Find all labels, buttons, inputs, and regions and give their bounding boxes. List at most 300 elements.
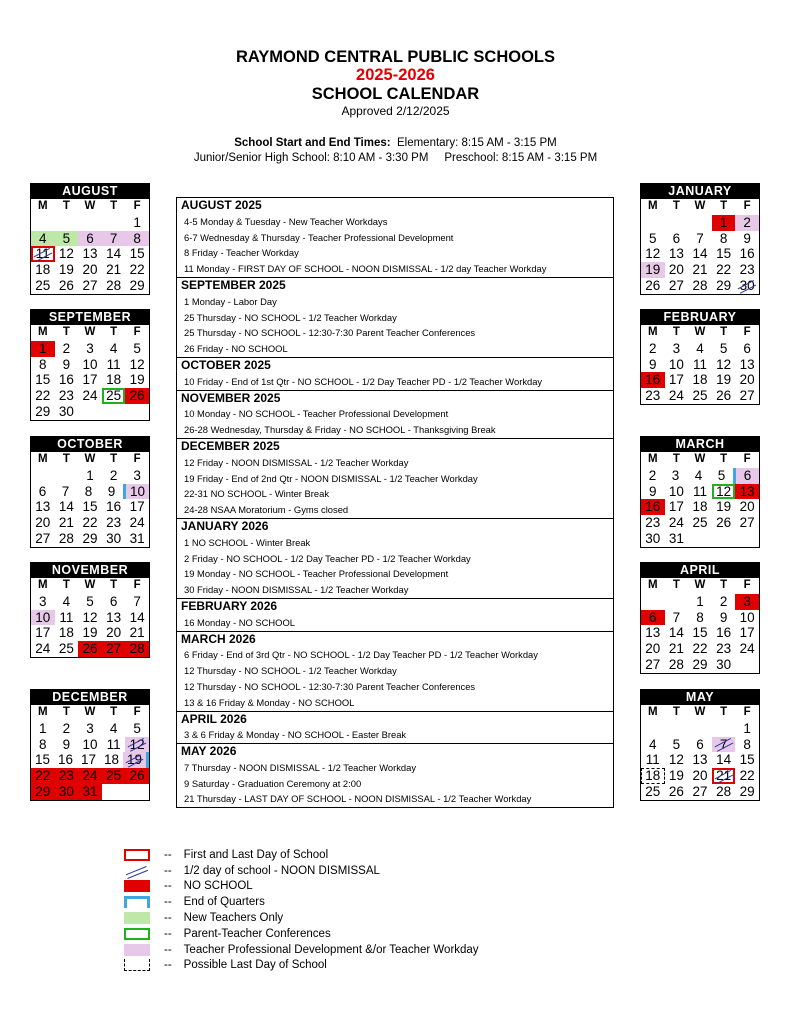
day-cell: 26 <box>125 388 149 404</box>
day-cell: 15 <box>34 752 51 768</box>
day-cell: 29 <box>716 277 732 293</box>
day-cell: 5 <box>649 230 657 246</box>
day-cell: 7 <box>672 609 681 625</box>
day-cell: 13 <box>668 246 684 262</box>
weekday-header <box>641 452 759 468</box>
week-row <box>31 278 149 294</box>
day-cell: 31 <box>78 784 102 800</box>
event-item: 6 Friday - End of 3rd Qtr - NO SCHOOL - 1/2 Day Teacher PD - 1/2 Teacher Workday <box>184 649 538 661</box>
weekday-label: T <box>110 453 118 465</box>
weekday-label: F <box>743 326 751 338</box>
weekday-header <box>641 199 759 215</box>
week-row <box>31 594 149 610</box>
month-grid <box>30 705 150 801</box>
week-row <box>641 262 759 278</box>
day-cell: 9 <box>719 609 728 625</box>
day-cell: 13 <box>35 499 51 515</box>
week-row <box>31 484 149 500</box>
event-item: 2 Friday - NO SCHOOL - 1/2 Day Teacher PD - 1/2 Teacher Workday <box>184 552 471 564</box>
day-cell: 6 <box>696 736 704 752</box>
month-title: MAY <box>640 689 760 705</box>
week-row <box>31 784 149 800</box>
week-row <box>31 246 149 262</box>
weekday-label: T <box>110 326 118 338</box>
legend-dash: -- <box>164 864 172 877</box>
week-row <box>641 515 759 531</box>
weekday-label: T <box>62 326 70 338</box>
month-october <box>30 436 150 548</box>
day-cell <box>125 404 149 420</box>
day-cell: 5 <box>672 736 681 752</box>
day-cell: 10 <box>739 609 755 625</box>
week-row <box>641 721 759 737</box>
district-name: RAYMOND CENTRAL PUBLIC SCHOOLS <box>235 48 556 66</box>
times-line-2 <box>0 152 791 164</box>
day-cell: 18 <box>58 625 74 641</box>
day-cell: 12 <box>645 246 661 262</box>
day-cell: 23 <box>645 388 661 404</box>
day-cell: 30 <box>645 530 661 546</box>
event-item: 22-31 NO SCHOOL - Winter Break <box>184 488 330 500</box>
event-month-heading: JANUARY 2026 <box>177 518 613 535</box>
legend-dash: -- <box>164 848 172 861</box>
day-cell: 5 <box>710 468 736 484</box>
day-cell: 7 <box>712 737 736 753</box>
day-cell: 26 <box>58 277 74 293</box>
day-cell <box>665 721 689 737</box>
weekday-label: F <box>743 706 751 718</box>
day-cell: 9 <box>62 736 71 752</box>
legend-label: Parent-Teacher Conferences <box>183 927 331 940</box>
day-cell: 10 <box>668 483 684 499</box>
day-cell: 13 <box>735 484 759 500</box>
weekday-label: T <box>720 706 728 718</box>
weekday-label: W <box>84 579 96 591</box>
day-cell: 18 <box>641 768 665 784</box>
day-cell: 24 <box>668 515 684 531</box>
day-cell: 14 <box>668 625 684 641</box>
day-cell: 1 <box>133 214 141 230</box>
month-april <box>640 562 760 674</box>
day-cell: 4 <box>696 340 704 356</box>
day-cell: 22 <box>692 641 708 657</box>
day-cell <box>31 215 55 231</box>
week-row <box>641 341 759 357</box>
day-cell <box>78 215 102 231</box>
day-cell: 28 <box>692 277 708 293</box>
month-grid <box>640 452 760 548</box>
day-cell: 23 <box>739 262 755 278</box>
event-item: 3 & 6 Friday & Monday - NO SCHOOL - Easter Break <box>184 729 407 741</box>
day-cell <box>31 468 55 484</box>
times-preschool: Preschool: 8:15 AM - 3:15 PM <box>444 152 598 164</box>
weekday-label: W <box>694 326 706 338</box>
day-cell: 21 <box>106 262 122 278</box>
day-cell: 23 <box>645 515 661 531</box>
weekday-label: T <box>720 326 728 338</box>
week-row <box>641 215 759 231</box>
day-cell: 7 <box>61 483 70 499</box>
day-cell <box>712 721 736 737</box>
weekday-label: T <box>62 453 70 465</box>
event-month-heading: NOVEMBER 2025 <box>177 390 613 407</box>
day-cell: 6 <box>641 610 665 626</box>
weekday-label: T <box>62 579 70 591</box>
day-cell: 24 <box>739 641 755 657</box>
day-cell: 15 <box>716 246 732 262</box>
day-cell: 21 <box>58 515 74 531</box>
day-cell: 29 <box>739 783 755 799</box>
day-cell <box>55 468 79 484</box>
day-cell: 20 <box>739 372 755 388</box>
legend-dash: -- <box>164 943 172 956</box>
day-cell: 15 <box>739 752 755 768</box>
event-item: 1 NO SCHOOL - Winter Break <box>184 536 311 548</box>
event-item: 12 Thursday - NO SCHOOL - 1/2 Teacher Workday <box>184 665 397 677</box>
day-cell: 8 <box>719 230 728 246</box>
month-grid <box>640 705 760 801</box>
event-month-heading: SEPTEMBER 2025 <box>177 277 613 294</box>
day-cell: 30 <box>735 278 759 294</box>
event-month-heading: AUGUST 2025 <box>181 198 262 212</box>
day-cell: 25 <box>102 768 126 784</box>
legend-label: 1/2 day of school - NOON DISMISSAL <box>183 864 380 877</box>
weekday-label: T <box>720 200 728 212</box>
weekday-label: M <box>38 200 48 212</box>
day-cell <box>688 531 712 547</box>
weekday-label: W <box>84 200 96 212</box>
day-cell: 29 <box>129 277 145 293</box>
day-cell: 26 <box>125 768 149 784</box>
day-cell: 17 <box>129 499 145 515</box>
day-cell: 18 <box>106 372 122 388</box>
week-row <box>641 625 759 641</box>
day-cell: 16 <box>57 752 74 768</box>
day-cell: 14 <box>129 609 145 625</box>
month-january <box>640 183 760 295</box>
weekday-label: T <box>110 579 118 591</box>
day-cell: 21 <box>668 641 684 657</box>
day-cell: 3 <box>735 594 759 610</box>
legend-label: Possible Last Day of School <box>183 959 327 972</box>
day-cell <box>665 215 689 231</box>
day-cell: 26 <box>668 783 684 799</box>
legend-swatch <box>124 928 150 940</box>
events-list <box>176 197 614 808</box>
times-jrsr: Junior/Senior High School: 8:10 AM - 3:30 PM <box>193 152 429 164</box>
weekday-label: F <box>133 326 141 338</box>
day-cell: 4 <box>649 736 657 752</box>
weekday-label: T <box>672 706 680 718</box>
day-cell: 11 <box>31 246 55 262</box>
day-cell: 4 <box>31 231 55 247</box>
event-item: 4-5 Monday & Tuesday - New Teacher Workdays <box>184 215 388 227</box>
day-cell: 23 <box>58 388 74 404</box>
day-cell: 30 <box>106 530 122 546</box>
week-row <box>641 768 759 784</box>
day-cell <box>688 215 712 231</box>
week-row <box>31 357 149 373</box>
day-cell: 17 <box>739 625 755 641</box>
event-item: 21 Thursday - LAST DAY OF SCHOOL - NOON DISMISSAL - 1/2 Teacher Workday <box>184 793 532 805</box>
day-cell <box>735 531 759 547</box>
weekday-header <box>641 325 759 341</box>
day-cell: 12 <box>82 609 98 625</box>
day-cell: 1 <box>86 467 94 483</box>
day-cell: 13 <box>106 609 122 625</box>
day-cell: 22 <box>129 262 145 278</box>
week-row <box>31 641 149 657</box>
month-title: NOVEMBER <box>30 562 150 578</box>
month-title: SEPTEMBER <box>30 309 150 325</box>
day-cell: 9 <box>100 484 126 500</box>
day-cell: 4 <box>694 467 703 483</box>
weekday-header <box>641 578 759 594</box>
day-cell: 15 <box>82 499 98 515</box>
day-cell: 16 <box>58 372 74 388</box>
day-cell: 2 <box>735 215 759 231</box>
weekday-label: M <box>38 706 48 718</box>
day-cell: 24 <box>35 641 51 657</box>
month-title: FEBRUARY <box>640 309 760 325</box>
day-cell: 22 <box>716 262 732 278</box>
day-cell: 11 <box>59 609 74 625</box>
day-cell: 6 <box>672 230 681 246</box>
day-cell: 10 <box>126 484 149 500</box>
day-cell: 16 <box>739 246 755 262</box>
event-item: 7 Thursday - NOON DISMISSAL - 1/2 Teacher Workday <box>184 761 417 773</box>
day-cell: 8 <box>39 736 47 752</box>
week-row <box>31 610 149 626</box>
day-cell: 19 <box>129 372 145 388</box>
month-title: JANUARY <box>640 183 760 199</box>
legend-label: First and Last Day of School <box>183 848 329 861</box>
day-cell <box>665 594 689 610</box>
week-row <box>31 752 149 768</box>
month-grid <box>30 199 150 295</box>
weekday-label: F <box>133 453 141 465</box>
day-cell: 10 <box>31 610 55 626</box>
day-cell: 2 <box>62 340 71 356</box>
day-cell: 28 <box>716 783 732 799</box>
weekday-header <box>31 199 149 215</box>
day-cell: 9 <box>649 483 657 499</box>
legend-label: End of Quarters <box>183 896 265 909</box>
legend-item <box>124 863 479 879</box>
weekday-label: W <box>84 326 96 338</box>
day-cell: 2 <box>648 467 657 483</box>
day-cell: 23 <box>106 515 122 531</box>
week-row <box>31 768 149 784</box>
day-cell: 20 <box>645 641 661 657</box>
day-cell: 5 <box>133 720 141 736</box>
legend-label: New Teachers Only <box>183 912 284 925</box>
weekday-header <box>31 452 149 468</box>
legend-swatch <box>124 944 150 956</box>
day-cell: 7 <box>133 593 141 609</box>
weekday-label: F <box>743 453 751 465</box>
day-cell: 20 <box>668 262 684 278</box>
day-cell: 22 <box>739 768 755 784</box>
school-year: 2025-2026 <box>356 66 435 84</box>
day-cell <box>55 215 79 231</box>
day-cell: 11 <box>692 356 707 372</box>
day-cell: 15 <box>129 246 145 262</box>
weekday-label: M <box>648 579 658 591</box>
week-row <box>641 388 759 404</box>
day-cell: 27 <box>739 515 755 531</box>
day-cell: 12 <box>129 356 145 372</box>
week-row <box>641 657 759 673</box>
day-cell: 25 <box>102 388 126 404</box>
day-cell: 9 <box>62 356 71 372</box>
week-row <box>31 388 149 404</box>
month-august <box>30 183 150 295</box>
day-cell: 10 <box>82 356 98 372</box>
day-cell <box>125 784 149 800</box>
day-cell: 2 <box>109 467 118 483</box>
day-cell: 14 <box>692 246 708 262</box>
weekday-header <box>31 705 149 721</box>
day-cell: 5 <box>55 231 79 247</box>
day-cell: 26 <box>645 277 661 293</box>
day-cell <box>102 404 126 420</box>
day-cell: 20 <box>35 515 51 531</box>
legend-item <box>124 847 479 863</box>
week-row <box>641 641 759 657</box>
day-cell: 27 <box>692 783 708 799</box>
week-row <box>31 737 149 753</box>
day-cell: 22 <box>35 388 51 404</box>
weekday-label: M <box>648 326 658 338</box>
day-cell <box>102 215 126 231</box>
day-cell: 19 <box>82 625 98 641</box>
week-row <box>31 515 149 531</box>
week-row <box>641 784 759 800</box>
day-cell: 3 <box>133 467 141 483</box>
day-cell: 9 <box>649 356 657 372</box>
event-item: 11 Monday - FIRST DAY OF SCHOOL - NOON DISMISSAL - 1/2 day Teacher Workday <box>184 263 547 275</box>
event-month-heading: MAY 2026 <box>177 743 613 760</box>
day-cell: 20 <box>82 262 98 278</box>
day-cell: 29 <box>82 530 98 546</box>
month-title: OCTOBER <box>30 436 150 452</box>
day-cell: 27 <box>82 277 98 293</box>
day-cell: 7 <box>102 231 126 247</box>
legend-dash: -- <box>164 927 172 940</box>
day-cell: 12 <box>712 484 736 500</box>
weekday-label: M <box>38 579 48 591</box>
day-cell: 10 <box>82 736 98 752</box>
month-may <box>640 689 760 801</box>
day-cell: 28 <box>58 530 74 546</box>
legend-swatch <box>124 865 150 877</box>
day-cell: 8 <box>125 231 149 247</box>
day-cell: 25 <box>692 515 708 531</box>
day-cell: 20 <box>106 625 122 641</box>
month-title: APRIL <box>640 562 760 578</box>
event-month-heading: OCTOBER 2025 <box>177 357 613 374</box>
event-item: 6-7 Wednesday & Thursday - Teacher Professional Development <box>184 231 454 243</box>
month-february <box>640 309 760 405</box>
day-cell: 19 <box>123 752 149 768</box>
day-cell: 15 <box>35 372 51 388</box>
day-cell: 11 <box>106 356 121 372</box>
weekday-label: M <box>38 326 48 338</box>
day-cell: 6 <box>38 483 47 499</box>
week-row <box>641 610 759 626</box>
day-cell: 12 <box>716 356 732 372</box>
event-item: 25 Thursday - NO SCHOOL - 12:30-7:30 Parent Teacher Conferences <box>184 327 476 339</box>
legend-swatch <box>124 912 150 924</box>
day-cell: 18 <box>35 262 51 278</box>
week-row <box>31 468 149 484</box>
day-cell: 5 <box>133 340 141 356</box>
day-cell: 8 <box>696 609 704 625</box>
week-row <box>31 721 149 737</box>
month-title: AUGUST <box>30 183 150 199</box>
day-cell: 4 <box>109 720 118 736</box>
day-cell: 28 <box>668 656 684 672</box>
day-cell: 30 <box>55 784 79 800</box>
day-cell: 30 <box>58 403 74 419</box>
day-cell: 11 <box>645 752 660 768</box>
day-cell: 9 <box>743 230 751 246</box>
day-cell: 22 <box>82 515 98 531</box>
weekday-label: W <box>84 706 96 718</box>
day-cell <box>688 721 712 737</box>
day-cell: 12 <box>668 752 684 768</box>
day-cell: 18 <box>692 372 708 388</box>
day-cell: 24 <box>668 388 684 404</box>
day-cell: 19 <box>641 262 665 278</box>
week-row <box>641 278 759 294</box>
legend-item <box>124 879 479 895</box>
day-cell: 16 <box>106 499 122 515</box>
day-cell: 14 <box>106 246 122 262</box>
day-cell: 1 <box>31 341 55 357</box>
event-item: 24-28 NSAA Moratorium - Gyms closed <box>184 504 349 516</box>
month-grid <box>30 325 150 421</box>
day-cell: 18 <box>103 752 120 768</box>
day-cell: 27 <box>668 277 684 293</box>
week-row <box>641 468 759 484</box>
day-cell: 11 <box>692 483 707 499</box>
week-row <box>31 499 149 515</box>
weekday-label: M <box>38 453 48 465</box>
day-cell: 11 <box>106 736 121 752</box>
event-item: 26 Friday - NO SCHOOL <box>184 343 288 355</box>
week-row <box>31 625 149 641</box>
event-item: 26-28 Wednesday, Thursday & Friday - NO SCHOOL - Thanksgiving Break <box>184 424 496 436</box>
day-cell: 24 <box>78 768 102 784</box>
day-cell: 1 <box>696 593 704 609</box>
day-cell <box>641 721 665 737</box>
day-cell: 4 <box>62 593 71 609</box>
week-row <box>31 262 149 278</box>
day-cell: 31 <box>129 530 145 546</box>
day-cell: 12 <box>125 737 149 753</box>
week-row <box>31 404 149 420</box>
day-cell: 26 <box>78 641 102 657</box>
event-month-heading: APRIL 2026 <box>177 711 613 728</box>
legend <box>124 847 479 973</box>
weekday-label: T <box>720 579 728 591</box>
day-cell: 16 <box>716 625 732 641</box>
day-cell: 3 <box>672 340 681 356</box>
day-cell: 3 <box>671 467 680 483</box>
day-cell: 28 <box>125 641 149 657</box>
